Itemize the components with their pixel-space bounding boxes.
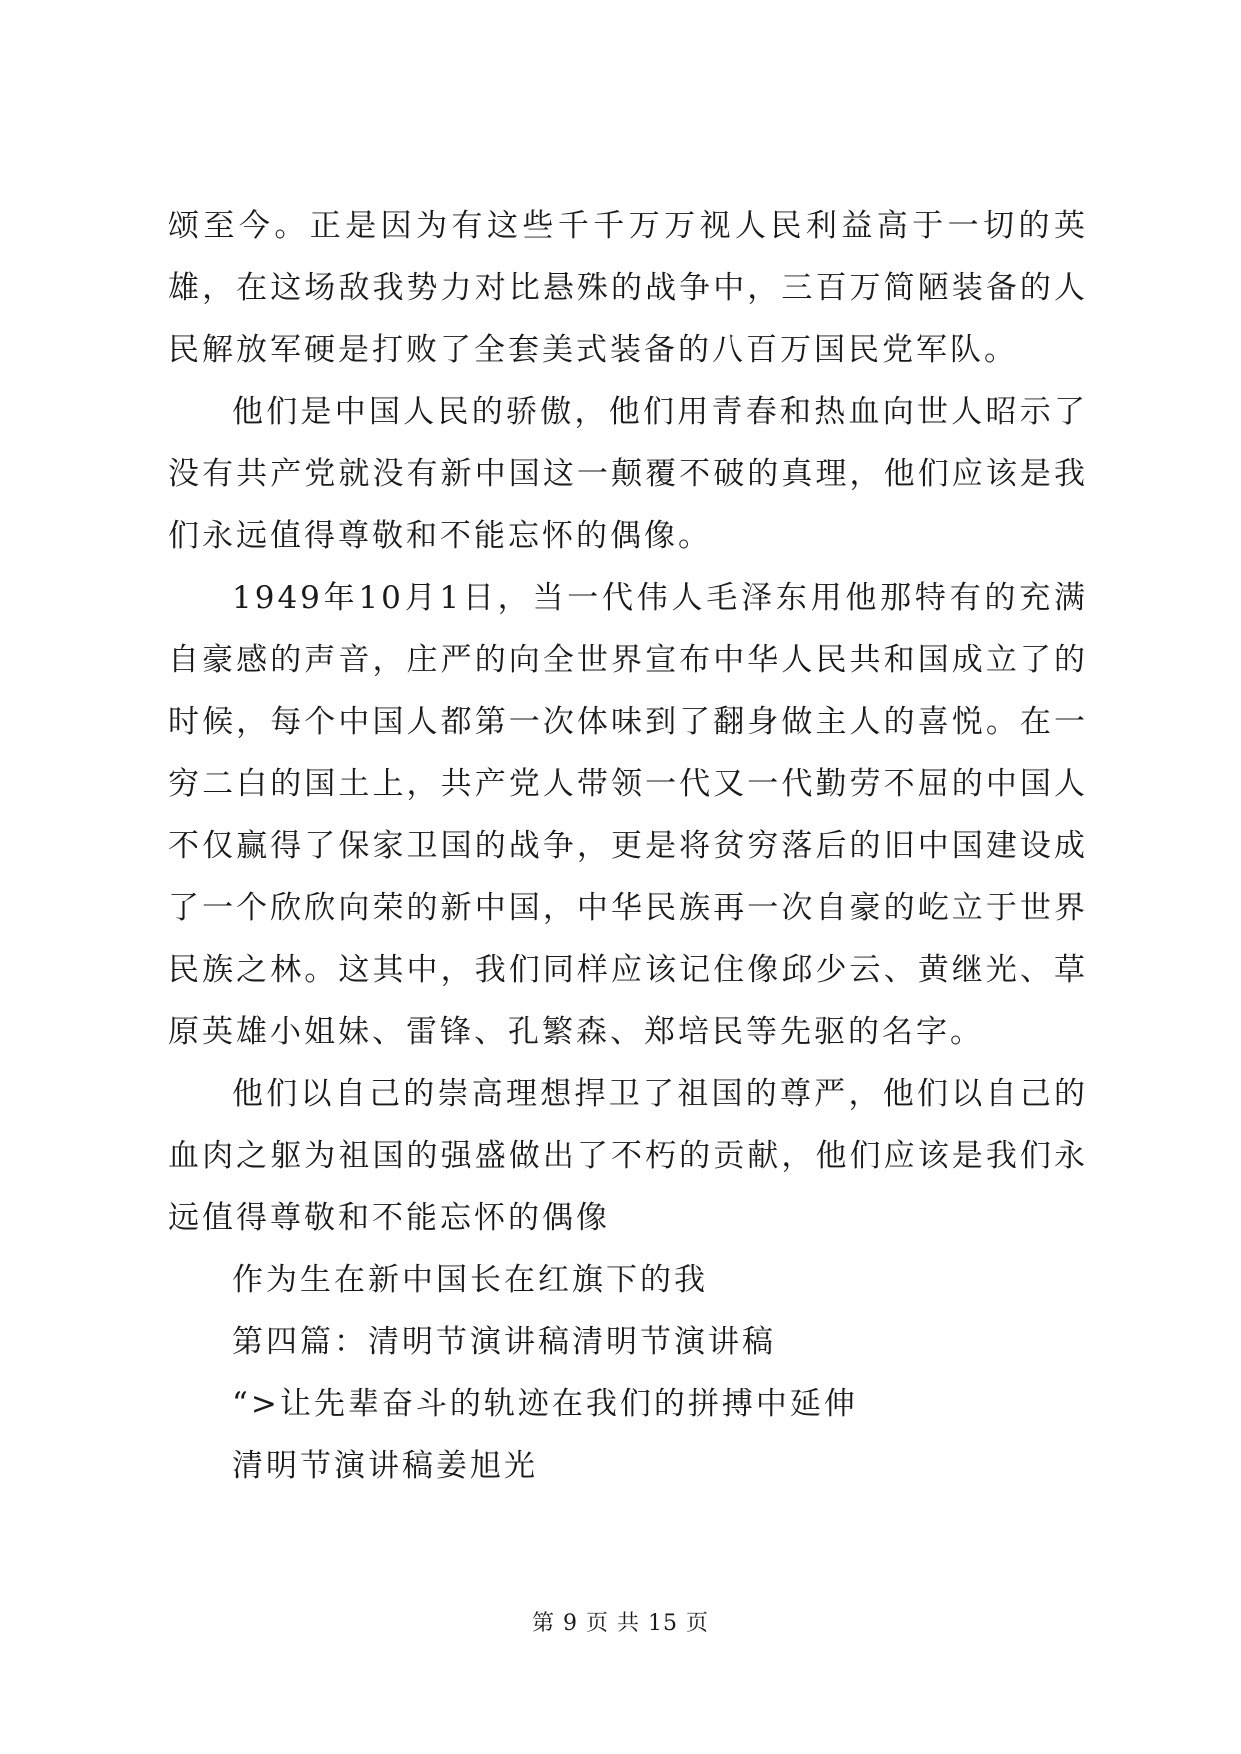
paragraph: 作为生在新中国长在红旗下的我 <box>232 1262 708 1298</box>
document-body <box>168 195 1088 1497</box>
section-heading: 第四篇：清明节演讲稿清明节演讲稿 <box>232 1324 776 1360</box>
page-number-footer: 第 9 页 共 15 页 <box>532 1611 709 1636</box>
paragraph: 1949年10月1日，当一代伟人毛泽东用他那特有的充满自豪感的声音，庄严的向全世界宣布中华人民共和国成立了的时候，每个中国人都第一次体味到了翻身做主人的喜悦。在一穷二白的国土上，共产党人带领一代又一代勤劳不屈的中国人不仅赢得了保家卫国的战争，更是将贫穷落后的旧中国建设成了一个欣欣向荣的新中国，中华民族再一次自豪的屹立于世界民族之林。这其中，我们同样应该记住像邱少云、黄继光、草原英雄小姐妹、雷锋、孔繁森、郑培民等先驱的名字。 <box>168 580 1088 1050</box>
speech-title: “>让先辈奋斗的轨迹在我们的拼搏中延伸 <box>232 1386 858 1422</box>
paragraph-continuation: 颂至今。正是因为有这些千千万万视人民利益高于一切的英雄，在这场敌我势力对比悬殊的战争中，三百万简陋装备的人民解放军硬是打败了全套美式装备的八百万国民党军队。 <box>168 208 1088 368</box>
paragraph: 他们是中国人民的骄傲，他们用青春和热血向世人昭示了没有共产党就没有新中国这一颠覆不破的真理，他们应该是我们永远值得尊敬和不能忘怀的偶像。 <box>168 394 1088 554</box>
paragraph: 他们以自己的崇高理想捍卫了祖国的尊严，他们以自己的血肉之躯为祖国的强盛做出了不朽的贡献，他们应该是我们永远值得尊敬和不能忘怀的偶像 <box>168 1076 1088 1236</box>
speech-author-line: 清明节演讲稿姜旭光 <box>232 1448 538 1484</box>
